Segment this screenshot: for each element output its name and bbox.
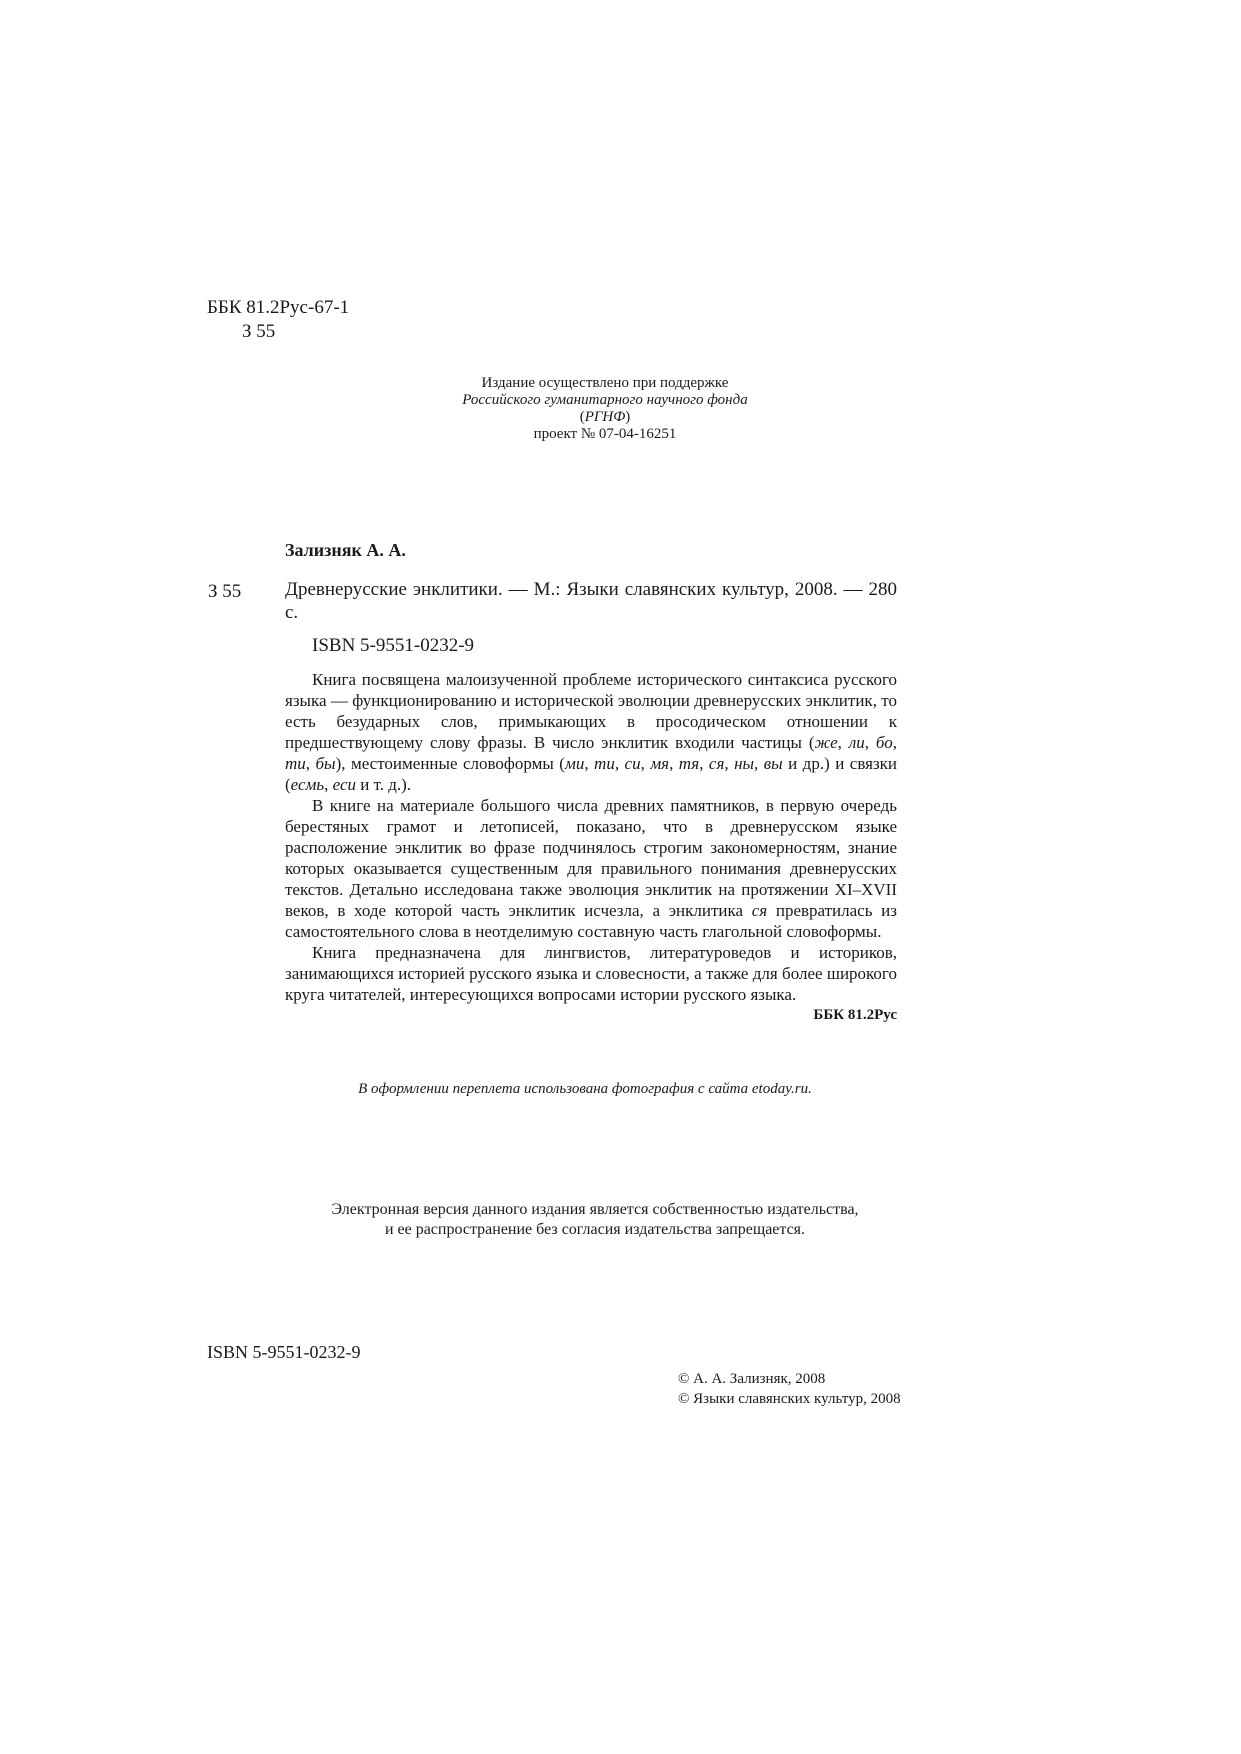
enclitic-word: ны bbox=[734, 754, 755, 773]
bbk-code: ББК 81.2Рус-67-1 bbox=[207, 297, 350, 318]
enclitic-word: бы bbox=[315, 754, 336, 773]
isbn-bottom: ISBN 5-9551-0232-9 bbox=[207, 1342, 361, 1362]
author-heading: Зализняк А. А. bbox=[285, 540, 406, 560]
enclitic-word: тя bbox=[678, 754, 700, 773]
fund-name: Российского гуманитарного научного фонда bbox=[462, 392, 748, 408]
enclitic-word: еси bbox=[332, 775, 356, 794]
copyright-block bbox=[678, 1369, 901, 1409]
classification-block bbox=[207, 296, 349, 344]
rights-notice bbox=[255, 1200, 935, 1240]
particles-list: же, ли, бо, ти, бы bbox=[285, 733, 897, 773]
rights-line-1: Электронная версия данного издания является собственностью издательства, bbox=[331, 1201, 859, 1218]
bibliographic-record bbox=[285, 578, 897, 1025]
support-line: Издание осуществлено при поддержке bbox=[481, 375, 729, 391]
enclitic-word: мя bbox=[650, 754, 670, 773]
isbn-line: ISBN 5-9551-0232-9 bbox=[312, 635, 475, 656]
support-notice bbox=[400, 375, 810, 443]
annotation-paragraph-1: Книга посвящена малоизученной проблеме исторического синтаксиса русского языка — функционированию и исторической эволюции древнерусских энклитик, то есть безударных слов, примыкающих в просодическом отношении к предшествующему слову фразы. В число энклитик входили частицы (же, ли, бо, ти, бы), местоименные словоформы (ми, ти, си, мя, тя, ся, ны, вы и др.) и связки (есмь, еси и т. д.). bbox=[285, 670, 898, 794]
enclitic-word: бо bbox=[875, 733, 893, 752]
copyright-publisher: © Языки славянских культур, 2008 bbox=[678, 1391, 901, 1407]
enclitic-word: вы bbox=[763, 754, 783, 773]
bbk-short: ББК 81.2Рус bbox=[813, 1007, 897, 1023]
author-mark-top: З 55 bbox=[242, 321, 276, 342]
enclitic-word: есмь bbox=[290, 775, 325, 794]
enclitic-word: ти bbox=[594, 754, 615, 773]
enclitic-word: ти bbox=[285, 754, 306, 773]
annotation bbox=[285, 669, 897, 1025]
copyright-author: © А. А. Зализняк, 2008 bbox=[678, 1371, 826, 1387]
enclitic-word: ми bbox=[564, 754, 585, 773]
fund-abbr: (РГНФ) bbox=[579, 409, 631, 425]
enclitic-word: же bbox=[814, 733, 838, 752]
copula-list: есмь, еси bbox=[290, 775, 356, 794]
title-line: Древнерусские энклитики. — М.: Языки славянских культур, 2008. — 280 с. bbox=[285, 579, 897, 623]
project-number: проект № 07-04-16251 bbox=[533, 426, 677, 442]
enclitic-word: ся bbox=[708, 754, 725, 773]
annotation-paragraph-2: В книге на материале большого числа древних памятников, в первую очередь берестяных грамот и летописей, показано, что в древнерусском языке расположение энклитик во фразе подчинялось строгим закономерностям, знание которых оказывается существенным для правильного понимания древнерусских текстов. Детально исследована также эволюция энклитик на протяжении XI–XVII веков, в ходе которой часть энклитик исчезла, а энклитика ся превратилась из самостоятельного слова в неотделимую составную часть глагольной словоформы. bbox=[285, 796, 897, 941]
enclitic-word: си bbox=[624, 754, 641, 773]
cover-note: В оформлении переплета использована фотография с сайта etoday.ru. bbox=[358, 1081, 812, 1097]
rights-line-2: и ее распространение без согласия издательства запрещается. bbox=[384, 1221, 806, 1238]
pronoun-forms-list: ми, ти, си, мя, тя, ся, ны, вы bbox=[564, 754, 783, 773]
enclitic-word: ли bbox=[848, 733, 865, 752]
author-mark: З 55 bbox=[208, 581, 242, 602]
annotation-paragraph-3: Книга предназначена для лингвистов, литературоведов и историков, занимающихся историей русского языка и словесности, а также для более широкого круга читателей, интересующихся вопросами истории русского языка. bbox=[285, 943, 897, 1004]
